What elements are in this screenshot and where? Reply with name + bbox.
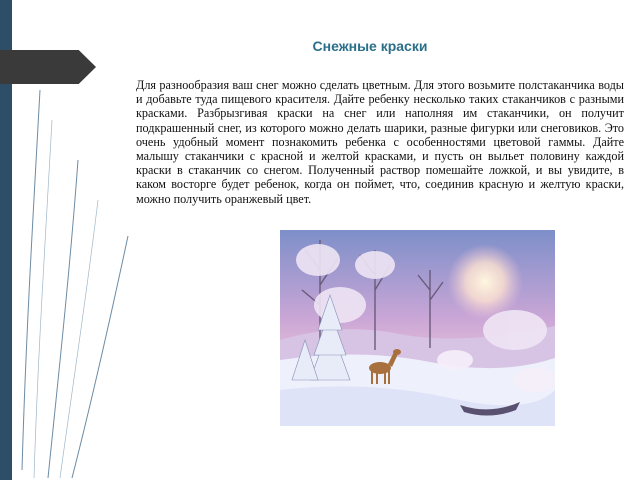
winter-landscape-image — [280, 230, 555, 426]
slide-body-text: Для разнообразия ваш снег можно сделать цветным. Для этого возьмите полстаканчика воды и добавьте туда пищевого красителя. Дайте ребенку несколько таких стаканчиков с разными красками. Разбрызгивая краски на снег или наполняя им стаканчики, он получит подкрашенный снег, из которого можно делать шарики, разные фигурки или снеговиков. Это очень удобный момент познакомить ребенка с особенностями цветовой гаммы. Дайте малышу стаканчики с красной и желтой красками, и пусть он выльет половину каждой краски в стаканчик со снегом. Полученный раствор помешайте ложкой, и вы увидите, в каком восторге будет ребенок, когда он поймет, что, соединив красную и желтую краски, можно получить оранжевый цвет. — [136, 78, 624, 206]
accent-arrow-tab — [0, 50, 96, 84]
slide-title: Снежные краски — [312, 38, 428, 54]
